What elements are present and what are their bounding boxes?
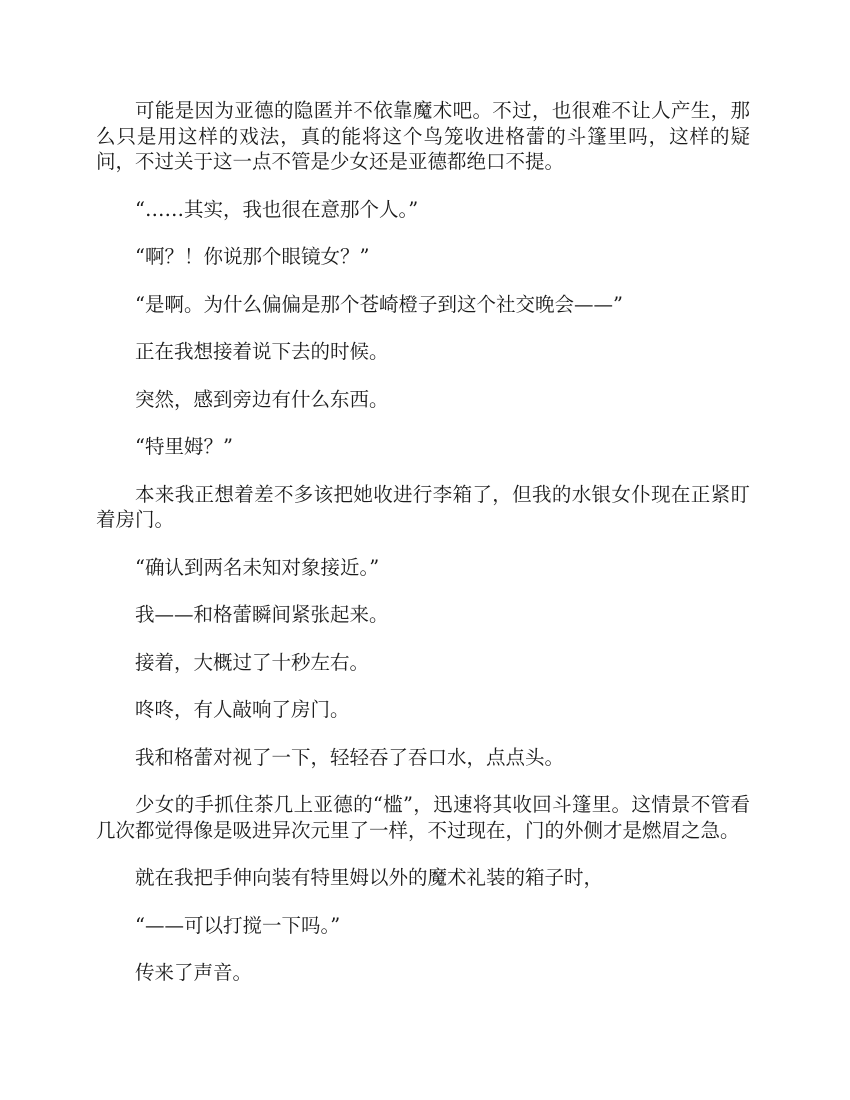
paragraph: 本来我正想着差不多该把她收进行李箱了，但我的水银女仆现在正紧盯着房门。 [96,482,750,531]
paragraph: “特里姆？” [135,435,233,458]
paragraph: 我和格蕾对视了一下，轻轻吞了吞口水，点点头。 [135,745,565,769]
paragraph: 传来了声音。 [135,961,253,984]
document-page [96,98,750,1008]
paragraph: 我——和格蕾瞬间紧张起来。 [135,603,389,626]
paragraph: 少女的手抓住茶几上亚德的“槛”，迅速将其收回斗篷里。这情景不管看几次都觉得像是吸进异次元里了一样，不过现在，门的外侧才是燃眉之急。 [96,793,750,842]
paragraph: 突然，感到旁边有什么东西。 [135,387,389,411]
paragraph: “是啊。为什么偏偏是那个苍崎橙子到这个社交晚会——” [135,292,623,316]
paragraph: 就在我把手伸向装有特里姆以外的魔术礼装的箱子时， [135,866,604,889]
paragraph: “啊？！你说那个眼镜女？” [135,245,370,268]
paragraph: “确认到两名未知对象接近。” [135,555,380,579]
paragraph: 可能是因为亚德的隐匿并不依靠魔术吧。不过，也很难不让人产生，那么只是用这样的戏法，真的能将这个鸟笼收进格蕾的斗篷里吗，这样的疑问，不过关于这一点不管是少女还是亚德都绝口不提。 [96,99,750,173]
paragraph: “……其实，我也很在意那个人。” [135,197,419,221]
paragraph: 接着，大概过了十秒左右。 [135,650,370,674]
paragraph: “——可以打搅一下吗。” [135,913,341,937]
paragraph: 正在我想接着说下去的时候。 [135,340,389,363]
paragraph: 咚咚，有人敲响了房门。 [135,698,350,721]
